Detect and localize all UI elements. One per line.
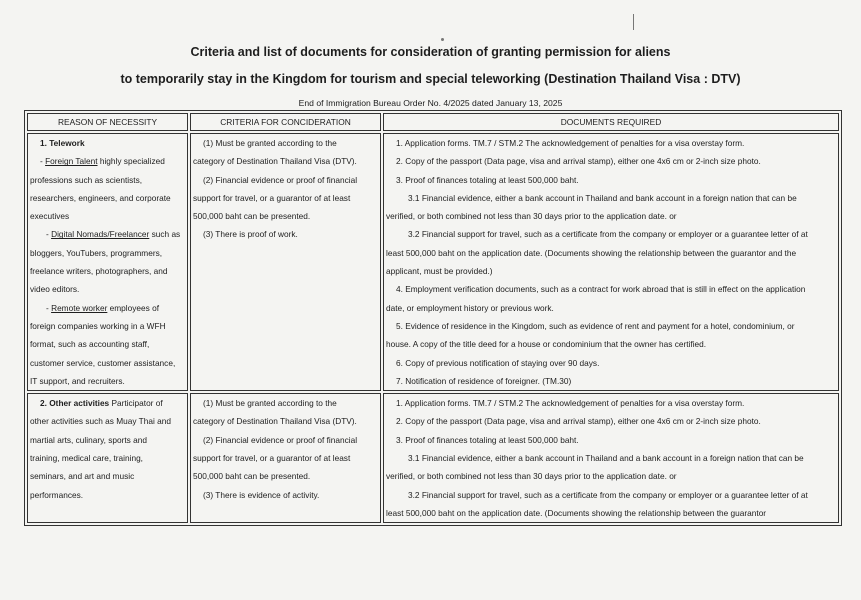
text-line: 3.2 Financial support for travel, such as a certificate from the company or employer or a guarantee letter of at	[408, 229, 808, 240]
text-line: (2) Financial evidence or proof of financial	[203, 174, 358, 185]
text-line: researchers, engineers, and corporate	[30, 192, 171, 203]
list-item: - Foreign Talent highly specialized	[40, 156, 165, 167]
text-line: professions such as scientists,	[30, 174, 143, 185]
requirements-table	[24, 110, 842, 526]
text-line: foreign companies working in a WFH	[30, 320, 166, 331]
text-line: 3.2 Financial support for travel, such as a certificate from the company or employer or a guarantee letter of at	[408, 489, 808, 500]
header-criteria: CRITERIA FOR CONCIDERATION	[190, 113, 381, 131]
text-line: (1) Must be granted according to the	[203, 138, 337, 148]
scan-mark	[633, 14, 634, 30]
text-line: category of Destination Thailand Visa (DTV).	[193, 156, 357, 167]
documents-cell	[383, 393, 839, 523]
text-line: category of Destination Thailand Visa (DTV).	[193, 416, 357, 427]
header-reason: REASON OF NECESSITY	[27, 113, 188, 131]
text-line: house. A copy of the title deed for a house or condominium that the owner has certified.	[386, 339, 707, 350]
text-line: date, or employment history or previous work.	[386, 302, 554, 313]
text-line: video editors.	[30, 284, 80, 295]
text-line: 6. Copy of previous notification of staying over 90 days.	[396, 357, 600, 368]
text-line: format, such as accounting staff,	[30, 339, 150, 350]
text-line: 500,000 baht can be presented.	[193, 471, 311, 482]
text-line: verified, or both combined not less than 30 days prior to the application date. or	[386, 211, 677, 222]
documents-cell	[383, 133, 839, 391]
text-line: other activities such as Muay Thai and	[30, 416, 171, 427]
list-item: - Digital Nomads/Freelancer such as	[46, 229, 181, 240]
text-line: verified, or both combined not less than 30 days prior to the application date. or	[386, 471, 677, 482]
text-line: seminars, and art and music	[30, 471, 135, 482]
text-line: 3.1 Financial evidence, either a bank account in Thailand and bank account in a foreign nation that can be	[408, 192, 797, 203]
text-line: (3) There is evidence of activity.	[203, 489, 320, 500]
text-line: (1) Must be granted according to the	[203, 398, 337, 409]
text-line: customer service, customer assistance,	[30, 357, 176, 368]
reason-cell	[27, 133, 188, 391]
text-line: 2. Copy of the passport (Data page, visa and arrival stamp), either one 4x6 cm or 2-inch size photo.	[396, 156, 761, 167]
text-line: performances.	[30, 489, 84, 500]
text-line: IT support, and recruiters.	[30, 375, 125, 386]
text-line: least 500,000 baht on the application date. (Documents showing the relationship between the guarantor and the	[386, 247, 797, 258]
table-row	[27, 133, 839, 391]
text-line: 500,000 baht can be presented.	[193, 211, 311, 222]
title-line-2: to temporarily stay in the Kingdom for tourism and special teleworking (Destination Thailand Visa : DTV)	[120, 72, 741, 86]
criteria-cell	[190, 393, 381, 523]
text-line: 5. Evidence of residence in the Kingdom, such as evidence of rent and payment for a hotel, condominium, or	[396, 320, 795, 331]
text-line: 1. Application forms. TM.7 / STM.2 The acknowledgement of penalties for a visa overstay form.	[396, 398, 745, 409]
text-line: support for travel, or a guarantor of at least	[193, 453, 351, 464]
order-reference: End of Immigration Bureau Order No. 4/2025 dated January 13, 2025	[298, 98, 563, 108]
list-item: - Remote worker employees of	[46, 302, 160, 313]
text-line: 3. Proof of finances totaling at least 500,000 baht.	[396, 434, 579, 445]
text-line: training, medical care, training,	[30, 453, 143, 464]
text-line: 3.1 Financial evidence, either a bank account in Thailand and a bank account in a foreign nation that can be	[408, 453, 804, 464]
text-line: applicant, must be provided.)	[386, 266, 493, 277]
text-line: least 500,000 baht on the application date. (Documents showing the relationship between the guarantor	[386, 507, 767, 518]
title-line-1: Criteria and list of documents for consideration of granting permission for aliens	[190, 45, 671, 59]
text-line: (3) There is proof of work.	[203, 229, 298, 240]
text-line: 2. Copy of the passport (Data page, visa and arrival stamp), either one 4x6 cm or 2-inch size photo.	[396, 416, 761, 427]
text-line: (2) Financial evidence or proof of financial	[203, 434, 358, 445]
text-line: 7. Notification of residence of foreigner. (TM.30)	[396, 375, 572, 386]
text-line: 3. Proof of finances totaling at least 500,000 baht.	[396, 174, 579, 185]
table-row	[27, 393, 839, 523]
criteria-cell	[190, 133, 381, 391]
section-heading: 1. Telework	[40, 138, 85, 148]
text-line: 1. Application forms. TM.7 / STM.2 The acknowledgement of penalties for a visa overstay form.	[396, 138, 745, 148]
text-line: 4. Employment verification documents, such as a contract for work abroad that is still in effect on the application	[396, 284, 806, 295]
text-line: martial arts, culinary, sports and	[30, 434, 147, 445]
text-line: freelance writers, photographers, and	[30, 266, 168, 277]
text-line: executives	[30, 211, 70, 222]
section-heading: 2. Other activities Participator of	[40, 398, 163, 409]
header-row	[27, 113, 839, 131]
header-documents: DOCUMENTS REQUIRED	[383, 113, 839, 131]
scan-mark	[441, 38, 444, 41]
reason-cell	[27, 393, 188, 523]
text-line: bloggers, YouTubers, programmers,	[30, 247, 163, 258]
text-line: support for travel, or a guarantor of at least	[193, 192, 351, 203]
